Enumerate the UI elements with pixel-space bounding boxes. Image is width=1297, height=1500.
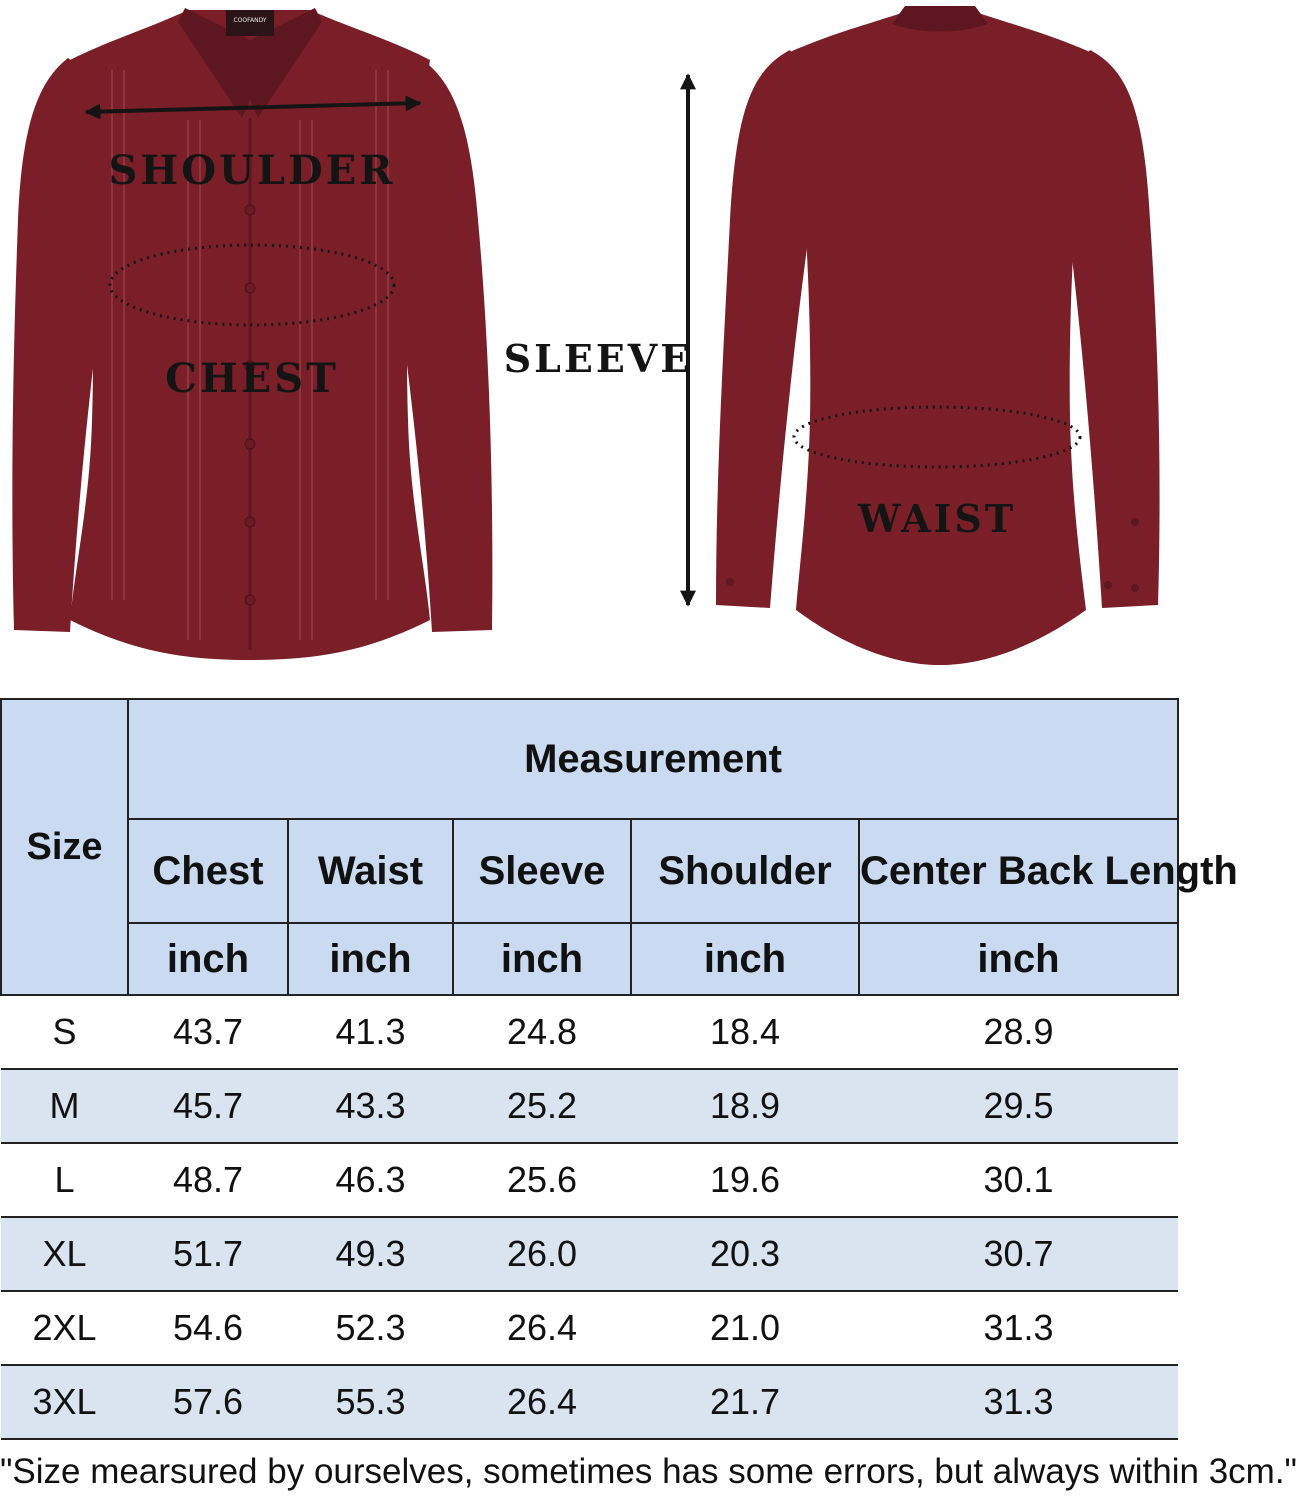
waist-cell: 46.3: [288, 1143, 453, 1217]
table-row: [1, 1291, 1178, 1365]
length-cell: 28.9: [859, 995, 1178, 1069]
waist-cell: 52.3: [288, 1291, 453, 1365]
shoulder-cell: 18.9: [631, 1069, 859, 1143]
waist-column-header: Waist: [288, 819, 453, 923]
waist-unit: inch: [288, 923, 453, 995]
chest-label: CHEST: [165, 355, 339, 402]
shoulder-label: SHOULDER: [108, 147, 396, 194]
back-shirt-image: [716, 6, 1160, 665]
shoulder-cell: 20.3: [631, 1217, 859, 1291]
size-cell: L: [1, 1143, 128, 1217]
waist-cell: 55.3: [288, 1365, 453, 1439]
shoulder-cell: 18.4: [631, 995, 859, 1069]
measurement-group-header: Measurement: [128, 699, 1178, 819]
chest-cell: 43.7: [128, 995, 288, 1069]
chest-unit: inch: [128, 923, 288, 995]
sleeve-column-header: Sleeve: [453, 819, 631, 923]
waist-cell: 49.3: [288, 1217, 453, 1291]
size-cell: M: [1, 1069, 128, 1143]
size-chart-table: [0, 698, 1238, 1440]
shoulder-unit: inch: [631, 923, 859, 995]
table-row: [1, 1069, 1178, 1143]
table-row: [1, 1217, 1178, 1291]
length-cell: 30.7: [859, 1217, 1178, 1291]
length-cell: 29.5: [859, 1069, 1178, 1143]
shoulder-column-header: Shoulder: [631, 819, 859, 923]
chest-cell: 48.7: [128, 1143, 288, 1217]
length-cell: 30.1: [859, 1143, 1178, 1217]
size-cell: XL: [1, 1217, 128, 1291]
chest-cell: 45.7: [128, 1069, 288, 1143]
shoulder-cell: 21.0: [631, 1291, 859, 1365]
table-row: [1, 995, 1178, 1069]
chest-cell: 51.7: [128, 1217, 288, 1291]
brand-tag-text: COOFANDY: [233, 17, 267, 24]
sleeve-label: SLEEVE: [503, 336, 693, 381]
size-disclaimer-note: "Size mearsured by ourselves, sometimes has some errors, but always within 3cm.": [0, 1452, 1297, 1491]
sleeve-cell: 24.8: [453, 995, 631, 1069]
shoulder-cell: 21.7: [631, 1365, 859, 1439]
length-cell: 31.3: [859, 1365, 1178, 1439]
chest-cell: 57.6: [128, 1365, 288, 1439]
shirt-measurement-illustration: [0, 0, 1177, 690]
waist-label: WAIST: [857, 496, 1017, 541]
waist-cell: 43.3: [288, 1069, 453, 1143]
sleeve-cell: 26.4: [453, 1291, 631, 1365]
size-column-header: Size: [1, 699, 128, 995]
chest-cell: 54.6: [128, 1291, 288, 1365]
chest-column-header: Chest: [128, 819, 288, 923]
back-collar: [892, 6, 988, 32]
back-left-sleeve: [716, 50, 812, 608]
back-shirt-body: [790, 8, 1090, 665]
front-shirt-image: [12, 8, 492, 660]
shoulder-cell: 19.6: [631, 1143, 859, 1217]
sleeve-cell: 26.0: [453, 1217, 631, 1291]
table-row: [1, 1365, 1178, 1439]
waist-cell: 41.3: [288, 995, 453, 1069]
sleeve-cell: 25.2: [453, 1069, 631, 1143]
length-cell: 31.3: [859, 1291, 1178, 1365]
table-row: [1, 1143, 1178, 1217]
sleeve-cell: 25.6: [453, 1143, 631, 1217]
center-back-length-unit: inch: [859, 923, 1178, 995]
size-cell: 2XL: [1, 1291, 128, 1365]
sleeve-unit: inch: [453, 923, 631, 995]
sleeve-cell: 26.4: [453, 1365, 631, 1439]
size-cell: S: [1, 995, 128, 1069]
center-back-length-column-header: Center Back Length: [859, 819, 1178, 923]
size-cell: 3XL: [1, 1365, 128, 1439]
